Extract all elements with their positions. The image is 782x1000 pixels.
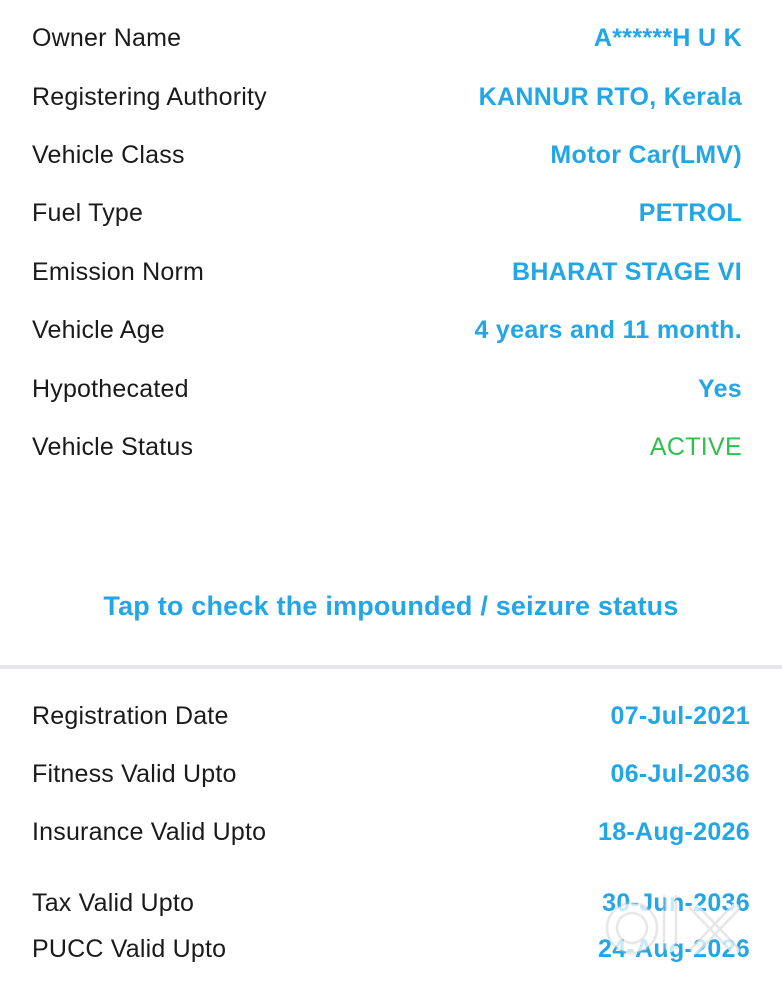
- registering-authority-label: Registering Authority: [32, 82, 267, 111]
- tax-valid-row: [32, 883, 750, 923]
- emission-norm-label: Emission Norm: [32, 257, 205, 286]
- vehicle-status-label: Vehicle Status: [32, 432, 194, 461]
- registration-date-value: 07-Jul-2021: [610, 701, 750, 730]
- vehicle-age-label: Vehicle Age: [32, 315, 165, 344]
- pucc-valid-label: PUCC Valid Upto: [32, 934, 227, 963]
- fuel-type-value: PETROL: [638, 198, 742, 227]
- insurance-valid-label: Insurance Valid Upto: [32, 817, 267, 846]
- emission-norm-value: BHARAT STAGE VI: [512, 257, 742, 286]
- owner-name-label: Owner Name: [32, 23, 182, 52]
- emission-norm-row: [32, 252, 742, 292]
- impound-status-link[interactable]: Tap to check the impounded / seizure status: [103, 590, 679, 621]
- registering-authority-row: [32, 77, 742, 117]
- registering-authority-value: KANNUR RTO, Kerala: [478, 82, 742, 111]
- fitness-valid-label: Fitness Valid Upto: [32, 759, 237, 788]
- pucc-valid-row: [32, 929, 750, 969]
- hypothecated-value: Yes: [697, 374, 742, 403]
- vehicle-class-row: [32, 135, 742, 175]
- vehicle-class-label: Vehicle Class: [32, 140, 185, 169]
- pucc-valid-value: 24-Aug-2026: [598, 934, 750, 963]
- hypothecated-row: [32, 369, 742, 409]
- fuel-type-row: [32, 193, 742, 233]
- tax-valid-value: 30-Jun-2036: [602, 888, 750, 917]
- fuel-type-label: Fuel Type: [32, 198, 144, 227]
- owner-name-value: A******H U K: [593, 23, 742, 52]
- vehicle-age-value: 4 years and 11 month.: [474, 315, 742, 344]
- section-divider: [0, 665, 782, 669]
- vehicle-class-value: Motor Car(LMV): [550, 140, 742, 169]
- tax-valid-label: Tax Valid Upto: [32, 888, 195, 917]
- owner-name-row: [32, 18, 742, 58]
- vehicle-age-row: [32, 310, 742, 350]
- fitness-valid-row: [32, 754, 750, 794]
- vehicle-status-row: [32, 427, 742, 467]
- registration-date-row: [32, 696, 750, 736]
- vehicle-status-badge: ACTIVE: [649, 432, 742, 461]
- insurance-valid-value: 18-Aug-2026: [598, 817, 750, 846]
- registration-date-label: Registration Date: [32, 701, 229, 730]
- fitness-valid-value: 06-Jul-2036: [610, 759, 750, 788]
- insurance-valid-row: [32, 812, 750, 852]
- hypothecated-label: Hypothecated: [32, 374, 189, 403]
